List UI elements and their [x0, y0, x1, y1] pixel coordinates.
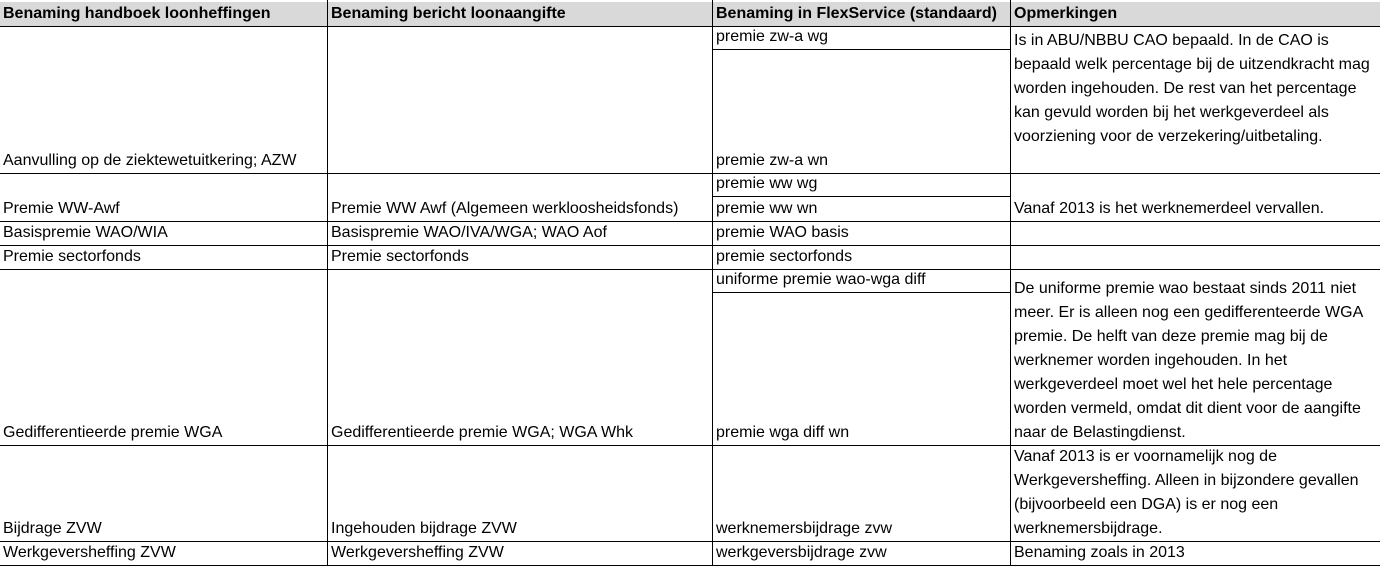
table-cell-flexservice[interactable]: premie ww wn [716, 200, 818, 217]
table-cell-opmerking[interactable]: De uniforme premie wao bestaat sinds 2011 niet meer. Er is alleen nog een gedifferenteerde WGA premie. De helft van deze premie mag bij de werknemer worden ingehouden. In het werkgeverdeel moet wel het hele percentage worden vermeld, omdat dit dient voor de aangifte naar de Belastingdienst. [1014, 280, 1363, 441]
column-header-flexservice[interactable]: Benaming in FlexService (standaard) [713, 2, 1010, 26]
table-cell-handboek[interactable]: Bijdrage ZVW [3, 520, 102, 537]
table-cell-opmerking[interactable]: Vanaf 2013 is het werknemerdeel vervallen. [1014, 200, 1325, 217]
grid-line [712, 0, 713, 566]
table-cell-flexservice[interactable]: uniforme premie wao-wga diff [716, 271, 926, 288]
table-cell-bericht[interactable]: Premie WW Awf (Algemeen werkloosheidsfonds) [331, 200, 679, 217]
table-cell-opmerking[interactable]: Is in ABU/NBBU CAO bepaald. In de CAO is bepaald welk percentage bij de uitzendkracht mag worden ingehouden. De rest van het percentage kan gevuld worden bij het werkgeverdeel als voorziening voor de verzekering/uitbetaling. [1014, 32, 1370, 145]
grid-line [0, 221, 1380, 222]
table-cell-handboek[interactable]: Premie sectorfonds [3, 248, 141, 265]
table-cell-bericht[interactable]: Ingehouden bijdrage ZVW [331, 520, 517, 537]
table-cell-bericht[interactable] [328, 27, 712, 173]
grid-line [713, 196, 1010, 197]
table-cell-bericht[interactable]: Basispremie WAO/IVA/WGA; WAO Aof [331, 224, 607, 241]
grid-line [0, 245, 1380, 246]
table-cell-flexservice[interactable]: premie zw-a wg [716, 28, 829, 45]
table-cell-handboek[interactable]: Gedifferentieerde premie WGA [3, 424, 223, 441]
column-header-opmerkingen[interactable]: Opmerkingen [1011, 2, 1380, 26]
table-cell-handboek[interactable]: Werkgeversheffing ZVW [3, 544, 176, 561]
grid-line [0, 445, 1380, 446]
grid-line [0, 541, 1380, 542]
table-cell-handboek[interactable]: Premie WW-Awf [3, 200, 120, 217]
table-cell-bericht[interactable]: Gedifferentieerde premie WGA; WGA Whk [331, 424, 634, 441]
table-cell-bericht[interactable]: Werkgeversheffing ZVW [331, 544, 504, 561]
table-cell-flexservice[interactable]: premie zw-a wn [716, 152, 829, 169]
grid-line [327, 0, 328, 566]
table-cell-flexservice[interactable]: premie WAO basis [716, 224, 849, 241]
grid-line [0, 173, 1380, 174]
table-cell-opmerking[interactable]: Benaming zoals in 2013 [1014, 544, 1185, 561]
grid-line [713, 292, 1010, 293]
table-cell-bericht[interactable]: Premie sectorfonds [331, 248, 469, 265]
column-header-bericht[interactable]: Benaming bericht loonaangifte [328, 2, 712, 26]
table-cell-flexservice[interactable]: premie ww wg [716, 175, 818, 192]
table-cell-handboek[interactable]: Aanvulling op de ziektewetuitkering; AZW [3, 152, 297, 169]
grid-line [0, 26, 1380, 27]
column-header-handboek[interactable]: Benaming handboek loonheffingen [0, 2, 327, 26]
table-cell-handboek[interactable]: Basispremie WAO/WIA [3, 224, 168, 241]
table-cell-opmerking[interactable] [1011, 222, 1380, 245]
table-cell-flexservice[interactable]: werkgeversbijdrage zvw [716, 544, 887, 561]
table-cell-flexservice[interactable]: werknemersbijdrage zvw [716, 520, 893, 537]
table-cell-flexservice[interactable]: premie sectorfonds [716, 248, 853, 265]
table-cell-opmerking[interactable] [1011, 246, 1380, 269]
grid-line [0, 269, 1380, 270]
grid-line [1010, 0, 1011, 566]
table-cell-opmerking[interactable]: Vanaf 2013 is er voornamelijk nog de Werkgeversheffing. Alleen in bijzondere gevallen (bijvoorbeeld een DGA) is er nog een werknemersbijdrage. [1014, 448, 1359, 537]
table-cell-flexservice[interactable]: premie wga diff wn [716, 424, 850, 441]
grid-line [713, 49, 1010, 50]
